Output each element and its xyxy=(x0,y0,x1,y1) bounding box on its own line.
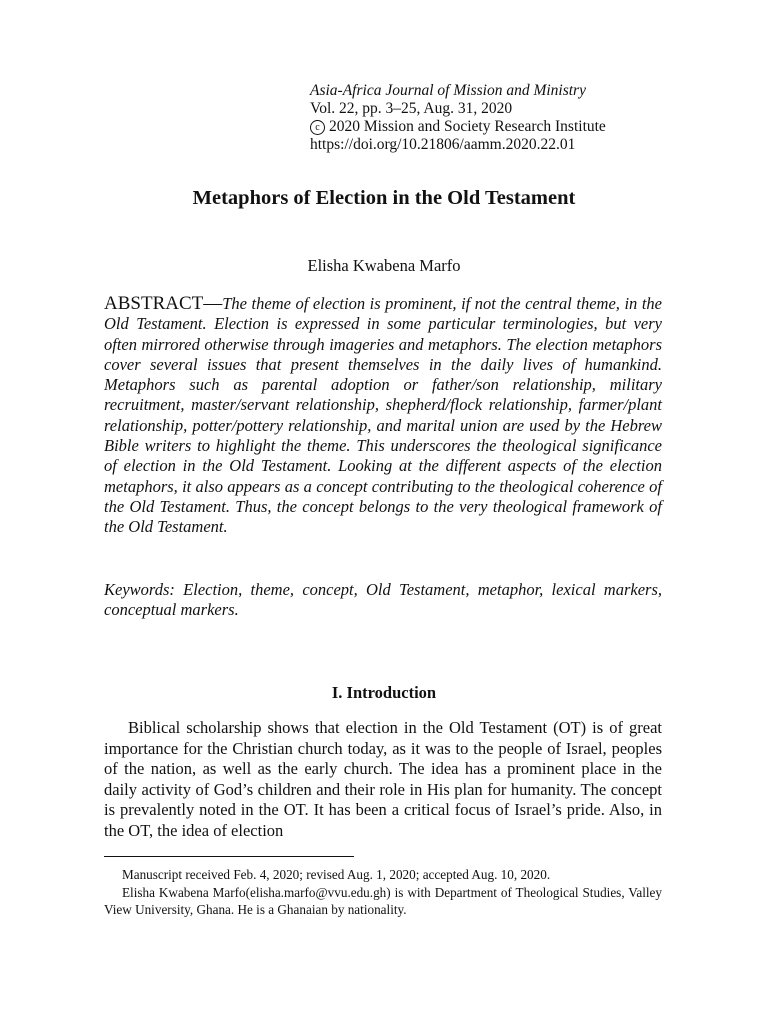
abstract-text: The theme of election is prominent, if not the central theme, in the Old Testament. Election is expressed in some particular terminologies, but very often mirrored otherwise through imageries and metaphors. The election metaphors cover several issues that present themselves in the daily lives of humankind. Metaphors such as parental adoption or father/son relationship, military recruitment, master/servant relationship, shepherd/flock relationship, farmer/plant relationship, potter/pottery relationship, and marital union are used by the Hebrew Bible writers to highlight the theme. This underscores the theological significance of election in the Old Testament. Looking at the different aspects of the election metaphors, it also appears as a concept contributing to the theological coherence of the Old Testament. Thus, the concept belongs to the very theological framework of the Old Testament. xyxy=(104,294,662,537)
footnotes xyxy=(104,866,662,919)
paper-title: Metaphors of Election in the Old Testament xyxy=(192,187,576,209)
copyright-icon: c xyxy=(310,120,325,135)
section-heading: I. Introduction xyxy=(331,683,437,702)
author-name: Elisha Kwabena Marfo xyxy=(307,256,461,275)
abstract xyxy=(104,294,662,538)
keywords: Keywords: Election, theme, concept, Old Testament, metaphor, lexical markers, conceptual markers. xyxy=(104,580,662,620)
intro-paragraph: Biblical scholarship shows that election in the Old Testament (OT) is of great importance for the Christian church today, as it was to the people of Israel, peoples of the nation, as well as the early church. The idea has a prominent place in the daily activity of God’s children and their role in His plan for humanity. The concept is prevalently noted in the OT. It has been a critical focus of Israel’s pride. Also, in the OT, the idea of election xyxy=(104,718,662,840)
footnote-author-info: Elisha Kwabena Marfo(elisha.marfo@vvu.edu.gh) is with Department of Theological Studies, Valley View University, Ghana. He is a Ghanaian by nationality. xyxy=(104,884,662,917)
journal-header xyxy=(310,82,606,154)
doi-link[interactable]: https://doi.org/10.21806/aamm.2020.22.01 xyxy=(310,136,576,153)
footnote-manuscript: Manuscript received Feb. 4, 2020; revised Aug. 1, 2020; accepted Aug. 10, 2020. xyxy=(122,867,551,882)
journal-name: Asia-Africa Journal of Mission and Ministry xyxy=(310,82,586,99)
abstract-label: ABSTRACT— xyxy=(104,293,223,314)
copyright-line xyxy=(310,118,606,136)
volume-line: Vol. 22, pp. 3–25, Aug. 31, 2020 xyxy=(310,100,513,117)
footnote-divider xyxy=(104,856,354,857)
copyright-text: 2020 Mission and Society Research Institute xyxy=(329,118,606,135)
